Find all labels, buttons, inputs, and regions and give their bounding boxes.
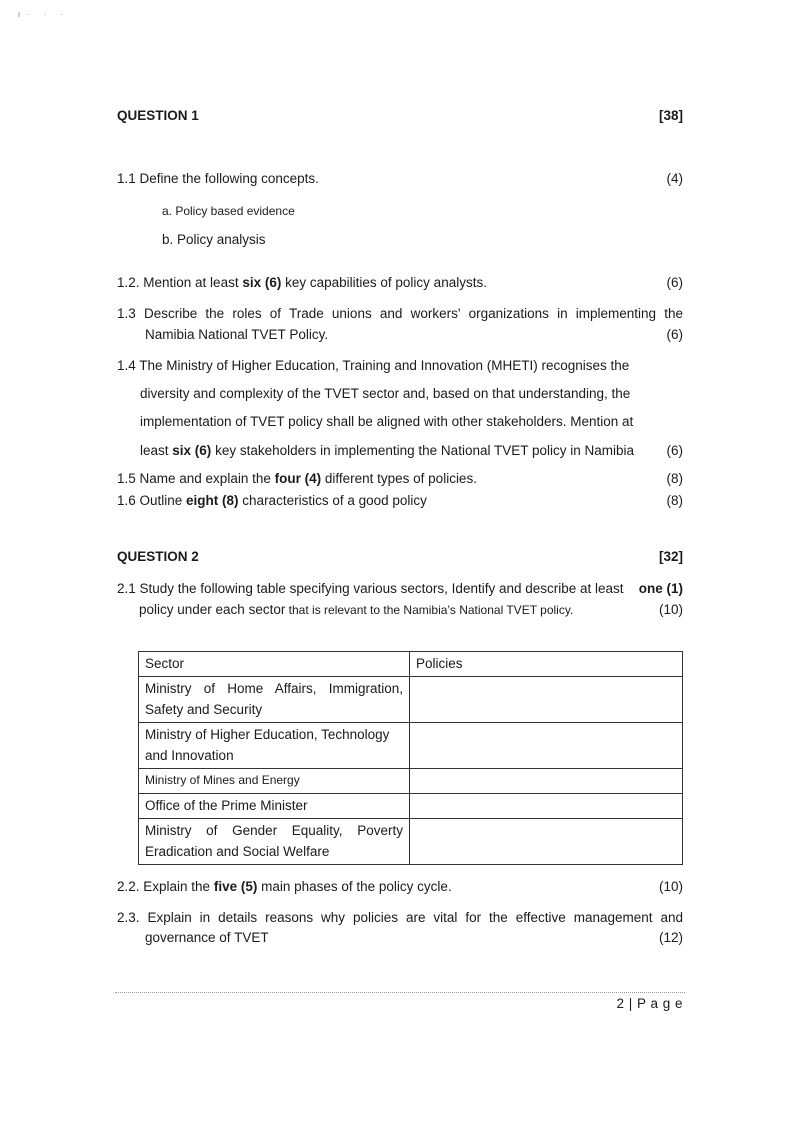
- policy-cell[interactable]: [410, 723, 683, 769]
- table-row: [139, 794, 683, 819]
- header-policies: Policies: [410, 652, 683, 677]
- sector-cell: Office of the Prime Minister: [139, 794, 410, 819]
- q1-3-line2: Namibia National TVET Policy.: [145, 327, 329, 342]
- header-sector: Sector: [139, 652, 410, 677]
- policy-cell[interactable]: [410, 819, 683, 865]
- q1-4-marks: (6): [666, 443, 683, 458]
- q1-4-line3: implementation of TVET policy shall be aligned with other stakeholders. Mention at: [140, 414, 634, 429]
- q1-6-marks: (8): [666, 493, 683, 508]
- table-row: [139, 769, 683, 794]
- q1-4-line4: least six (6) key stakeholders in implementing the National TVET policy in Namibia: [140, 443, 635, 458]
- table-row: [139, 819, 683, 865]
- q1-5-marks: (8): [666, 471, 683, 486]
- q1-3-line1: 1.3 Describe the roles of Trade unions and workers' organizations in implementing the: [117, 306, 683, 321]
- q1-1-item-b: b. Policy analysis: [162, 232, 266, 247]
- question-2-total: [32]: [658, 549, 683, 564]
- q2-1-line2: policy under each sector that is relevant to the Namibia’s National TVET policy.: [139, 602, 574, 617]
- q1-6-text: 1.6 Outline eight (8) characteristics of a good policy: [117, 493, 427, 508]
- q1-2-marks: (6): [666, 275, 683, 290]
- q1-1-item-a: a. Policy based evidence: [162, 204, 295, 218]
- sector-line: Ministry of Gender Equality, Poverty: [145, 823, 403, 838]
- sector-line: Safety and Security: [145, 702, 263, 717]
- q1-3-marks: (6): [666, 327, 683, 342]
- table-row: [139, 723, 683, 769]
- q1-1-text: 1.1 Define the following concepts.: [117, 171, 319, 186]
- question-1-title: QUESTION 1: [117, 108, 199, 123]
- sector-policy-table: [138, 651, 683, 865]
- sector-cell: [139, 723, 410, 769]
- page-number: 2 | P a g e: [616, 996, 683, 1011]
- q1-4-line2: diversity and complexity of the TVET sector and, based on that understanding, the: [140, 386, 631, 401]
- q1-2-text: 1.2. Mention at least six (6) key capabilities of policy analysts.: [117, 275, 487, 290]
- policy-cell[interactable]: [410, 677, 683, 723]
- q1-5-text: 1.5 Name and explain the four (4) different types of policies.: [117, 471, 477, 486]
- sector-line: Ministry of Higher Education, Technology: [145, 727, 390, 742]
- sector-cell: [139, 677, 410, 723]
- scan-artifact: r· · ·: [18, 10, 70, 19]
- q2-1-marks: (10): [658, 602, 683, 617]
- q1-4-line1: 1.4 The Ministry of Higher Education, Training and Innovation (MHETI) recognises the: [117, 358, 630, 373]
- table-header-row: [139, 652, 683, 677]
- policy-cell[interactable]: [410, 769, 683, 794]
- q2-3-line1: 2.3. Explain in details reasons why policies are vital for the effective management and: [117, 910, 683, 925]
- sector-cell: [139, 819, 410, 865]
- q2-3-marks: (12): [658, 930, 683, 945]
- table-row: [139, 677, 683, 723]
- footer-divider: [115, 992, 685, 993]
- sector-cell: Ministry of Mines and Energy: [139, 769, 410, 794]
- q2-3-line2: governance of TVET: [145, 930, 269, 945]
- sector-line: and Innovation: [145, 748, 234, 763]
- q2-2-marks: (10): [658, 879, 683, 894]
- question-1-total: [38]: [658, 108, 683, 123]
- q1-1-marks: (4): [666, 171, 683, 186]
- policy-cell[interactable]: [410, 794, 683, 819]
- question-2-title: QUESTION 2: [117, 549, 199, 564]
- sector-line: Eradication and Social Welfare: [145, 844, 330, 859]
- sector-line: Ministry of Home Affairs, Immigration,: [145, 681, 403, 696]
- q2-1-line1: 2.1 Study the following table specifying various sectors, Identify and describe at least one (1): [117, 581, 683, 596]
- q2-2-text: 2.2. Explain the five (5) main phases of the policy cycle.: [117, 879, 452, 894]
